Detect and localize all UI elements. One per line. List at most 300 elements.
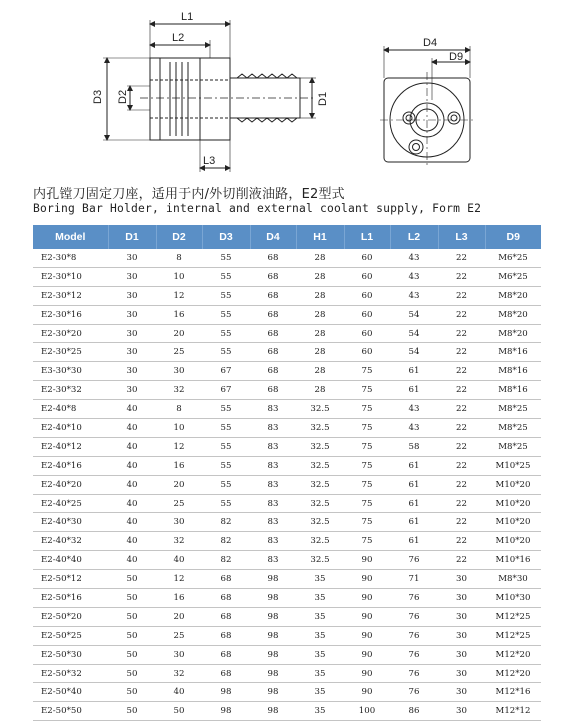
table-cell-l2: 76 (390, 551, 438, 570)
table-cell-l3: 22 (438, 437, 485, 456)
table-cell-d9: M12*25 (485, 607, 541, 626)
table-row (33, 324, 541, 343)
table-header-row (33, 225, 541, 249)
table-cell-l2: 61 (390, 362, 438, 381)
table-cell-h1: 35 (296, 570, 344, 589)
table-cell-model: E3-30*30 (33, 362, 108, 381)
column-header-l1: L1 (344, 225, 390, 249)
table-cell-d2: 32 (156, 664, 202, 683)
table-cell-l3: 22 (438, 419, 485, 438)
table-cell-model: E2-50*30 (33, 645, 108, 664)
table-cell-model: E2-50*12 (33, 570, 108, 589)
spec-table (33, 225, 541, 721)
side-view (103, 20, 316, 172)
table-cell-d4: 98 (250, 626, 296, 645)
table-cell-d3: 68 (202, 645, 250, 664)
table-row (33, 475, 541, 494)
table-cell-d1: 40 (108, 532, 156, 551)
table-cell-d1: 40 (108, 400, 156, 419)
table-cell-d9: M10*20 (485, 494, 541, 513)
table-cell-l2: 61 (390, 494, 438, 513)
table-cell-d2: 10 (156, 419, 202, 438)
table-cell-d4: 98 (250, 683, 296, 702)
table-cell-l2: 43 (390, 249, 438, 267)
table-cell-h1: 32.5 (296, 400, 344, 419)
table-cell-h1: 28 (296, 324, 344, 343)
table-cell-h1: 35 (296, 589, 344, 608)
table-cell-model: E2-30*8 (33, 249, 108, 267)
table-cell-d4: 98 (250, 607, 296, 626)
table-cell-l3: 22 (438, 362, 485, 381)
table-cell-d3: 55 (202, 400, 250, 419)
table-cell-h1: 32.5 (296, 494, 344, 513)
table-cell-d2: 30 (156, 645, 202, 664)
table-cell-l1: 75 (344, 400, 390, 419)
table-cell-h1: 28 (296, 286, 344, 305)
table-cell-model: E2-40*16 (33, 456, 108, 475)
table-cell-h1: 32.5 (296, 437, 344, 456)
table-cell-l3: 30 (438, 589, 485, 608)
table-cell-d1: 40 (108, 551, 156, 570)
table-cell-d1: 30 (108, 249, 156, 267)
table-cell-d4: 68 (250, 249, 296, 267)
table-cell-l1: 60 (344, 343, 390, 362)
table-cell-l3: 30 (438, 626, 485, 645)
table-cell-model: E2-40*25 (33, 494, 108, 513)
table-cell-l1: 75 (344, 494, 390, 513)
table-row (33, 249, 541, 267)
table-cell-l2: 61 (390, 532, 438, 551)
table-cell-d3: 98 (202, 702, 250, 721)
table-cell-d3: 55 (202, 305, 250, 324)
table-cell-l2: 61 (390, 456, 438, 475)
table-cell-l1: 60 (344, 249, 390, 267)
table-cell-l3: 22 (438, 305, 485, 324)
dim-label-d3: D3 (92, 89, 104, 104)
table-cell-h1: 28 (296, 267, 344, 286)
table-row (33, 305, 541, 324)
table-cell-model: E2-50*40 (33, 683, 108, 702)
table-cell-d1: 30 (108, 381, 156, 400)
table-cell-h1: 35 (296, 702, 344, 721)
table-cell-l2: 61 (390, 381, 438, 400)
table-cell-d2: 20 (156, 324, 202, 343)
table-cell-d4: 68 (250, 381, 296, 400)
table-cell-d9: M8*16 (485, 381, 541, 400)
table-cell-d1: 40 (108, 419, 156, 438)
table-cell-l1: 90 (344, 645, 390, 664)
column-header-l2: L2 (390, 225, 438, 249)
table-cell-l2: 86 (390, 702, 438, 721)
table-cell-l1: 90 (344, 570, 390, 589)
table-cell-l2: 61 (390, 513, 438, 532)
column-header-d9: D9 (485, 225, 541, 249)
table-cell-d4: 83 (250, 437, 296, 456)
table-cell-d9: M8*16 (485, 343, 541, 362)
table-cell-l3: 30 (438, 683, 485, 702)
table-cell-l2: 76 (390, 683, 438, 702)
table-cell-model: E2-50*20 (33, 607, 108, 626)
table-cell-d4: 83 (250, 419, 296, 438)
table-row (33, 532, 541, 551)
table-row (33, 494, 541, 513)
dim-label-l2: L2 (172, 32, 185, 44)
table-cell-d4: 83 (250, 551, 296, 570)
table-cell-l3: 30 (438, 664, 485, 683)
table-cell-model: E2-40*10 (33, 419, 108, 438)
table-cell-d2: 32 (156, 381, 202, 400)
table-cell-model: E2-40*40 (33, 551, 108, 570)
table-cell-d2: 25 (156, 343, 202, 362)
table-cell-l3: 22 (438, 513, 485, 532)
table-cell-d2: 8 (156, 400, 202, 419)
table-cell-h1: 32.5 (296, 532, 344, 551)
table-cell-l2: 58 (390, 437, 438, 456)
table-cell-d1: 40 (108, 494, 156, 513)
table-cell-d4: 83 (250, 400, 296, 419)
table-cell-model: E2-30*20 (33, 324, 108, 343)
technical-drawing (0, 0, 575, 180)
table-cell-l1: 100 (344, 702, 390, 721)
table-cell-model: E2-40*30 (33, 513, 108, 532)
dim-label-d2: D2 (117, 89, 129, 104)
table-cell-l3: 30 (438, 702, 485, 721)
table-cell-model: E2-40*12 (33, 437, 108, 456)
table-cell-d2: 25 (156, 494, 202, 513)
table-cell-d3: 55 (202, 419, 250, 438)
table-cell-d2: 40 (156, 551, 202, 570)
table-cell-l1: 75 (344, 532, 390, 551)
table-cell-d1: 50 (108, 664, 156, 683)
table-cell-d3: 55 (202, 456, 250, 475)
table-cell-d2: 16 (156, 589, 202, 608)
table-cell-d9: M10*20 (485, 532, 541, 551)
table-cell-l1: 90 (344, 607, 390, 626)
table-cell-d2: 20 (156, 475, 202, 494)
table-row (33, 419, 541, 438)
table-cell-d4: 83 (250, 494, 296, 513)
dim-label-l1: L1 (181, 11, 194, 23)
table-cell-d3: 68 (202, 626, 250, 645)
table-cell-l3: 22 (438, 343, 485, 362)
table-cell-d2: 12 (156, 286, 202, 305)
table-cell-d4: 83 (250, 456, 296, 475)
table-cell-l2: 43 (390, 267, 438, 286)
table-cell-d2: 30 (156, 362, 202, 381)
table-cell-model: E2-50*16 (33, 589, 108, 608)
table-cell-h1: 32.5 (296, 419, 344, 438)
table-cell-d3: 68 (202, 664, 250, 683)
table-cell-model: E2-30*32 (33, 381, 108, 400)
table-cell-d2: 12 (156, 437, 202, 456)
column-header-model: Model (33, 225, 108, 249)
column-header-d4: D4 (250, 225, 296, 249)
table-cell-l1: 60 (344, 324, 390, 343)
table-cell-l3: 22 (438, 475, 485, 494)
table-cell-h1: 28 (296, 249, 344, 267)
table-cell-d9: M12*16 (485, 683, 541, 702)
table-cell-d9: M12*20 (485, 645, 541, 664)
table-cell-l1: 60 (344, 267, 390, 286)
table-cell-d4: 68 (250, 305, 296, 324)
table-cell-l3: 22 (438, 324, 485, 343)
table-cell-l3: 22 (438, 267, 485, 286)
table-row (33, 456, 541, 475)
table-row (33, 570, 541, 589)
table-cell-model: E2-30*12 (33, 286, 108, 305)
table-cell-d4: 68 (250, 343, 296, 362)
table-cell-l2: 76 (390, 664, 438, 683)
table-cell-d4: 98 (250, 589, 296, 608)
table-cell-l1: 75 (344, 419, 390, 438)
table-cell-d9: M8*25 (485, 419, 541, 438)
table-cell-h1: 35 (296, 626, 344, 645)
table-cell-l2: 43 (390, 400, 438, 419)
table-cell-d1: 40 (108, 437, 156, 456)
table-cell-l1: 75 (344, 456, 390, 475)
table-cell-l3: 22 (438, 456, 485, 475)
table-cell-h1: 35 (296, 683, 344, 702)
table-row (33, 626, 541, 645)
table-cell-d1: 30 (108, 362, 156, 381)
table-cell-d9: M10*20 (485, 513, 541, 532)
table-cell-l2: 76 (390, 607, 438, 626)
table-cell-d3: 82 (202, 551, 250, 570)
table-cell-d1: 30 (108, 343, 156, 362)
table-cell-d3: 82 (202, 532, 250, 551)
table-cell-d3: 55 (202, 286, 250, 305)
table-cell-d2: 25 (156, 626, 202, 645)
table-cell-d4: 83 (250, 475, 296, 494)
table-row (33, 286, 541, 305)
table-cell-d9: M10*30 (485, 589, 541, 608)
title-english: Boring Bar Holder, internal and external coolant supply, Form E2 (33, 202, 482, 215)
column-header-d2: D2 (156, 225, 202, 249)
table-cell-d3: 55 (202, 437, 250, 456)
table-cell-d3: 55 (202, 475, 250, 494)
table-cell-l1: 90 (344, 683, 390, 702)
table-cell-l1: 75 (344, 381, 390, 400)
table-cell-model: E2-50*32 (33, 664, 108, 683)
table-cell-d2: 20 (156, 607, 202, 626)
table-cell-l3: 22 (438, 532, 485, 551)
table-row (33, 589, 541, 608)
table-row (33, 607, 541, 626)
table-cell-d2: 12 (156, 570, 202, 589)
table-cell-d9: M6*25 (485, 249, 541, 267)
table-cell-d9: M8*20 (485, 324, 541, 343)
table-cell-l3: 30 (438, 645, 485, 664)
table-cell-l1: 75 (344, 437, 390, 456)
table-cell-l1: 60 (344, 286, 390, 305)
table-cell-l1: 75 (344, 362, 390, 381)
table-cell-l2: 54 (390, 343, 438, 362)
table-cell-h1: 28 (296, 381, 344, 400)
table-cell-l1: 75 (344, 513, 390, 532)
table-cell-l1: 75 (344, 475, 390, 494)
table-cell-l3: 22 (438, 381, 485, 400)
table-cell-d1: 50 (108, 702, 156, 721)
table-cell-d3: 55 (202, 494, 250, 513)
table-cell-d2: 16 (156, 456, 202, 475)
table-cell-d2: 16 (156, 305, 202, 324)
table-cell-d1: 40 (108, 513, 156, 532)
table-cell-d4: 83 (250, 513, 296, 532)
table-row (33, 400, 541, 419)
table-cell-d1: 30 (108, 324, 156, 343)
table-cell-d1: 30 (108, 286, 156, 305)
table-cell-d3: 67 (202, 362, 250, 381)
table-cell-d4: 68 (250, 267, 296, 286)
table-cell-l2: 76 (390, 626, 438, 645)
end-view (380, 46, 475, 168)
table-cell-d4: 98 (250, 645, 296, 664)
table-cell-h1: 28 (296, 343, 344, 362)
table-cell-l1: 90 (344, 589, 390, 608)
table-cell-d9: M8*20 (485, 305, 541, 324)
table-cell-d1: 50 (108, 607, 156, 626)
table-row (33, 664, 541, 683)
table-cell-model: E2-40*20 (33, 475, 108, 494)
table-cell-h1: 28 (296, 362, 344, 381)
table-cell-d1: 50 (108, 626, 156, 645)
table-cell-l1: 90 (344, 551, 390, 570)
table-cell-d3: 82 (202, 513, 250, 532)
table-cell-l2: 54 (390, 305, 438, 324)
table-cell-l1: 90 (344, 664, 390, 683)
table-cell-model: E2-30*16 (33, 305, 108, 324)
table-cell-d3: 68 (202, 589, 250, 608)
table-cell-d3: 55 (202, 249, 250, 267)
table-cell-d4: 98 (250, 664, 296, 683)
table-cell-l2: 43 (390, 419, 438, 438)
column-header-l3: L3 (438, 225, 485, 249)
table-cell-l2: 61 (390, 475, 438, 494)
table-cell-d3: 68 (202, 607, 250, 626)
table-row (33, 645, 541, 664)
table-cell-d4: 68 (250, 324, 296, 343)
table-cell-d1: 50 (108, 683, 156, 702)
table-row (33, 362, 541, 381)
table-cell-d1: 40 (108, 475, 156, 494)
table-row (33, 381, 541, 400)
table-cell-h1: 32.5 (296, 475, 344, 494)
table-cell-d3: 67 (202, 381, 250, 400)
table-row (33, 343, 541, 362)
table-cell-d9: M12*12 (485, 702, 541, 721)
dim-label-d1: D1 (317, 91, 329, 106)
table-cell-d9: M8*30 (485, 570, 541, 589)
table-cell-l2: 76 (390, 589, 438, 608)
table-cell-h1: 32.5 (296, 513, 344, 532)
table-cell-d9: M10*20 (485, 475, 541, 494)
table-cell-d9: M12*20 (485, 664, 541, 683)
table-cell-l2: 43 (390, 286, 438, 305)
table-cell-d2: 40 (156, 683, 202, 702)
table-cell-l3: 30 (438, 607, 485, 626)
table-cell-l2: 54 (390, 324, 438, 343)
table-cell-d4: 68 (250, 286, 296, 305)
table-cell-d3: 55 (202, 343, 250, 362)
table-cell-d4: 68 (250, 362, 296, 381)
table-cell-d2: 32 (156, 532, 202, 551)
table-cell-h1: 35 (296, 645, 344, 664)
table-cell-d3: 98 (202, 683, 250, 702)
table-cell-h1: 35 (296, 607, 344, 626)
table-cell-model: E2-40*32 (33, 532, 108, 551)
table-cell-model: E2-30*10 (33, 267, 108, 286)
table-cell-l3: 22 (438, 494, 485, 513)
table-cell-d9: M10*16 (485, 551, 541, 570)
table-cell-model: E2-50*50 (33, 702, 108, 721)
table-cell-h1: 35 (296, 664, 344, 683)
dim-label-d4: D4 (423, 37, 438, 49)
table-cell-h1: 32.5 (296, 551, 344, 570)
table-row (33, 437, 541, 456)
table-cell-l3: 22 (438, 286, 485, 305)
table-cell-d1: 40 (108, 456, 156, 475)
column-header-h1: H1 (296, 225, 344, 249)
table-cell-d9: M8*20 (485, 286, 541, 305)
table-cell-d9: M12*25 (485, 626, 541, 645)
table-cell-d1: 50 (108, 645, 156, 664)
table-cell-d2: 50 (156, 702, 202, 721)
table-cell-h1: 32.5 (296, 456, 344, 475)
table-cell-d2: 10 (156, 267, 202, 286)
table-cell-d3: 68 (202, 570, 250, 589)
table-cell-d1: 50 (108, 589, 156, 608)
table-cell-model: E2-30*25 (33, 343, 108, 362)
table-cell-d2: 8 (156, 249, 202, 267)
table-cell-model: E2-50*25 (33, 626, 108, 645)
table-cell-d4: 83 (250, 532, 296, 551)
table-cell-d4: 98 (250, 570, 296, 589)
table-cell-l2: 76 (390, 645, 438, 664)
table-cell-l3: 30 (438, 570, 485, 589)
table-row (33, 683, 541, 702)
table-cell-d2: 30 (156, 513, 202, 532)
table-row (33, 267, 541, 286)
table-cell-model: E2-40*8 (33, 400, 108, 419)
column-header-d1: D1 (108, 225, 156, 249)
table-cell-d4: 98 (250, 702, 296, 721)
table-cell-d9: M6*25 (485, 267, 541, 286)
table-cell-h1: 28 (296, 305, 344, 324)
table-cell-d1: 50 (108, 570, 156, 589)
table-cell-l3: 22 (438, 400, 485, 419)
table-cell-d9: M8*25 (485, 437, 541, 456)
table-cell-d9: M8*25 (485, 400, 541, 419)
table-cell-d3: 55 (202, 267, 250, 286)
table-cell-d9: M8*16 (485, 362, 541, 381)
column-header-d3: D3 (202, 225, 250, 249)
table-row (33, 702, 541, 721)
table-cell-l3: 22 (438, 551, 485, 570)
table-row (33, 551, 541, 570)
table-cell-l1: 90 (344, 626, 390, 645)
table-cell-l2: 71 (390, 570, 438, 589)
table-body (33, 249, 541, 721)
table-cell-d9: M10*25 (485, 456, 541, 475)
dim-label-d9: D9 (449, 51, 464, 63)
dim-label-l3: L3 (203, 155, 216, 167)
table-cell-d3: 55 (202, 324, 250, 343)
table-cell-l3: 22 (438, 249, 485, 267)
title-chinese: 内孔镗刀固定刀座，适用于内/外切削液油路，E2型式 (33, 187, 345, 202)
table-cell-d1: 30 (108, 267, 156, 286)
table-row (33, 513, 541, 532)
table-cell-d1: 30 (108, 305, 156, 324)
